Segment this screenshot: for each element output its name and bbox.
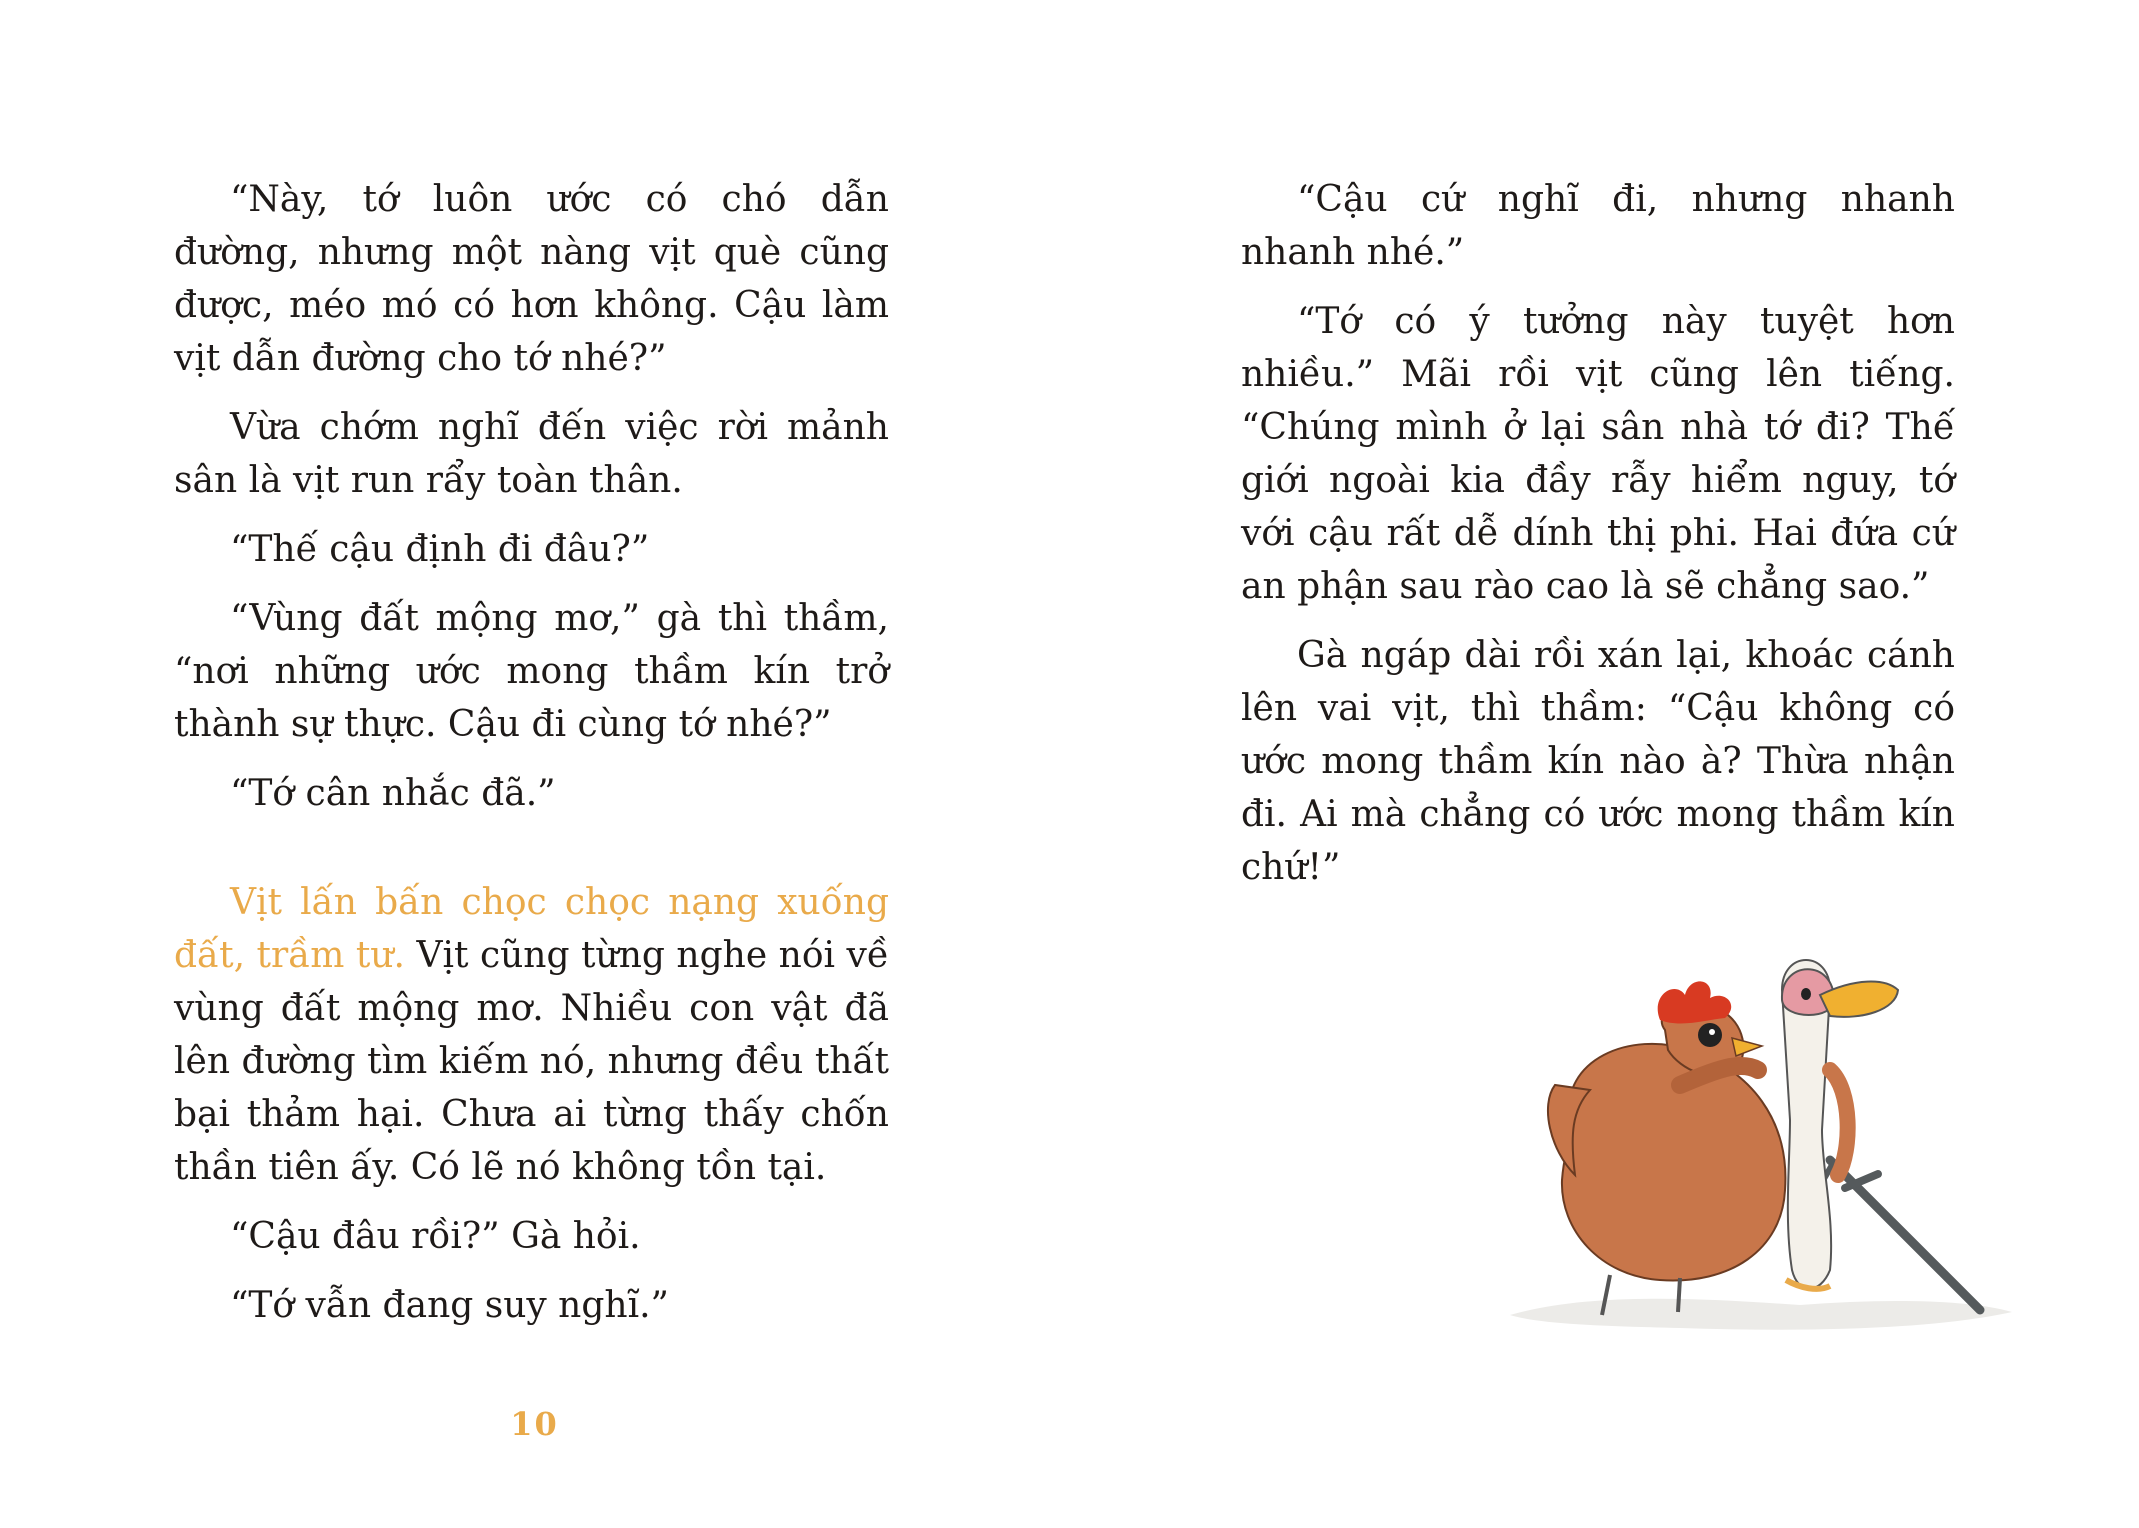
paragraph: “Cậu đâu rồi?” Gà hỏi. — [230, 1216, 641, 1257]
hen-and-duck-illustration — [1500, 920, 2020, 1340]
hen-leg-right — [1678, 1278, 1680, 1312]
section-body-text: Vịt cũng từng nghe nói về vùng đất mộng mơ. Nhiều con vật đã lên đường tìm kiếm nó, nhưng đều thất bại thảm hại. Chưa ai từng thấy chốn thần tiên ấy. Có lẽ nó không tồn tại. — [174, 935, 889, 1188]
paragraph: “Này, tớ luôn ước có chó dẫn đường, nhưng một nàng vịt què cũng được, méo mó có hơn không. Cậu làm vịt dẫn đường cho tớ nhé?” — [174, 179, 889, 379]
paragraph: Gà ngáp dài rồi xán lại, khoác cánh lên vai vịt, thì thầm: “Cậu không có ước mong thầm kín nào à? Thừa nhận đi. Ai mà chẳng có ước mong thầm kín chứ!” — [1241, 635, 1955, 888]
left-page — [0, 0, 1069, 1528]
hen-beak — [1732, 1038, 1762, 1056]
section-paragraph — [174, 876, 889, 1194]
left-text-column — [174, 173, 889, 1348]
duck-eye — [1801, 988, 1811, 1000]
paragraph: “Thế cậu định đi đâu?” — [230, 529, 650, 570]
right-text-column — [1241, 173, 1955, 910]
page-number: 10 — [510, 1405, 559, 1443]
hen-comb — [1658, 981, 1732, 1023]
paragraph: Vừa chớm nghĩ đến việc rời mảnh sân là vịt run rẩy toàn thân. — [174, 407, 889, 501]
paragraph: “Vùng đất mộng mơ,” gà thì thầm, “nơi những ước mong thầm kín trở thành sự thực. Cậu đi cùng tớ nhé?” — [174, 598, 889, 745]
paragraph: “Tớ cân nhắc đã.” — [230, 773, 556, 814]
paragraph: “Tớ vẫn đang suy nghĩ.” — [230, 1285, 669, 1326]
ground-shadow — [1510, 1299, 2012, 1330]
hen — [1548, 981, 1785, 1315]
paragraph: “Cậu cứ nghĩ đi, nhưng nhanh nhanh nhé.” — [1241, 179, 1955, 273]
section-lead-text: Vịt lấn bấn chọc chọc nạng xuống đất, trầm tư. — [174, 882, 889, 976]
paragraph: “Tớ có ý tưởng này tuyệt hơn nhiều.” Mãi rồi vịt cũng lên tiếng. “Chúng mình ở lại sân nhà tớ đi? Thế giới ngoài kia đầy rẫy hiểm nguy, tớ với cậu rất dễ dính thị phi. Hai đứa cứ an phận sau rào cao là sẽ chẳng sao.” — [1241, 301, 1955, 607]
hen-eye — [1709, 1029, 1715, 1035]
duck — [1782, 960, 1898, 1289]
hen-eye-patch — [1698, 1023, 1722, 1047]
